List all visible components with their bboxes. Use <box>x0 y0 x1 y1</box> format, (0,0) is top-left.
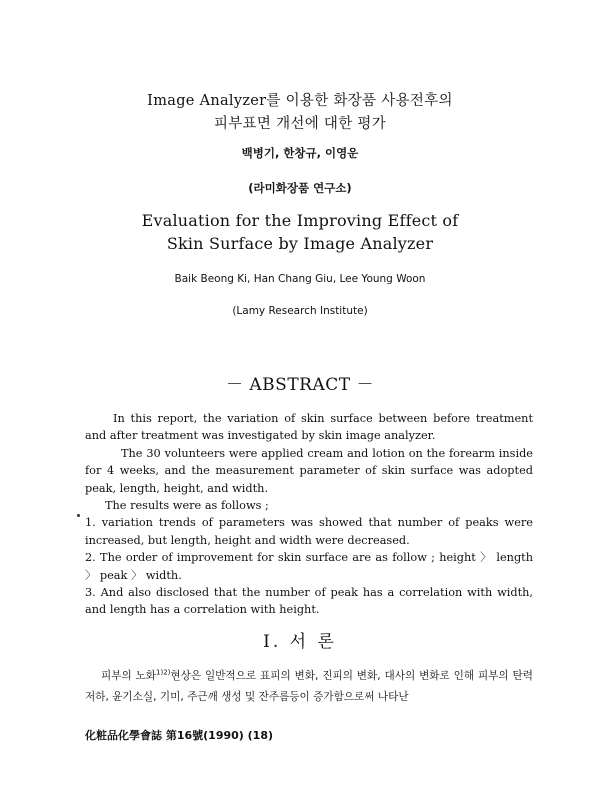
korean-title-line-1: Image Analyzer를 이용한 화장품 사용전후의 <box>147 93 453 109</box>
intro-text-start: 피부의 노화 <box>101 670 157 682</box>
korean-institute: (라미화장품 연구소) <box>248 181 352 195</box>
abstract-result-2: 2. The order of improvement for skin surface are as follow ; height 〉 length 〉 peak 〉 width. <box>85 551 533 582</box>
abstract-results-intro: The results were as follows ; <box>105 499 269 513</box>
citation-superscript: 1)2) <box>156 668 171 677</box>
abstract-result-1: 1. variation trends of parameters was showed that number of peaks were increased, but length, height and width were decreased. <box>85 516 533 547</box>
abstract-body <box>85 410 533 619</box>
introduction-paragraph <box>85 666 533 708</box>
korean-title-line-2: 피부표면 개선에 대한 평가 <box>213 116 387 132</box>
abstract-heading: － ABSTRACT － <box>226 375 374 395</box>
english-authors: Baik Beong Ki, Han Chang Giu, Lee Young Woon <box>174 273 426 285</box>
english-institute: (Lamy Research Institute) <box>232 305 368 317</box>
english-title-line-2: Skin Surface by Image Analyzer <box>166 234 434 253</box>
abstract-result-3: 3. And also disclosed that the number of peak has a correlation with width, and length has a correlation with height. <box>85 586 533 617</box>
english-title <box>0 209 600 255</box>
abstract-paragraph-1: In this report, the variation of skin surface between before treatment and after treatment was investigated by skin image analyzer. <box>85 412 533 443</box>
journal-footer: 化粧品化學會誌 第16號(1990) (18) <box>85 729 273 742</box>
korean-title <box>0 90 600 136</box>
korean-authors: 백병기, 한창규, 이영운 <box>241 146 359 160</box>
section-heading-introduction: Ⅰ. 서 론 <box>263 632 337 652</box>
stray-mark <box>77 514 80 517</box>
abstract-paragraph-2: The 30 volunteers were applied cream and lotion on the forearm inside for 4 weeks, and the measurement parameter of skin surface was adopted peak, length, height, and width. <box>85 446 533 495</box>
introduction-text <box>85 666 533 708</box>
english-title-line-1: Evaluation for the Improving Effect of <box>141 211 459 230</box>
intro-text-rest: 현상은 일반적으로 표피의 변화, 진피의 변화, 대사의 변화로 인해 피부의 탄력저하, 윤기소실, 기미, 주근깨 생성 및 잔주름등이 증가함으로써 나타난 <box>85 670 533 703</box>
